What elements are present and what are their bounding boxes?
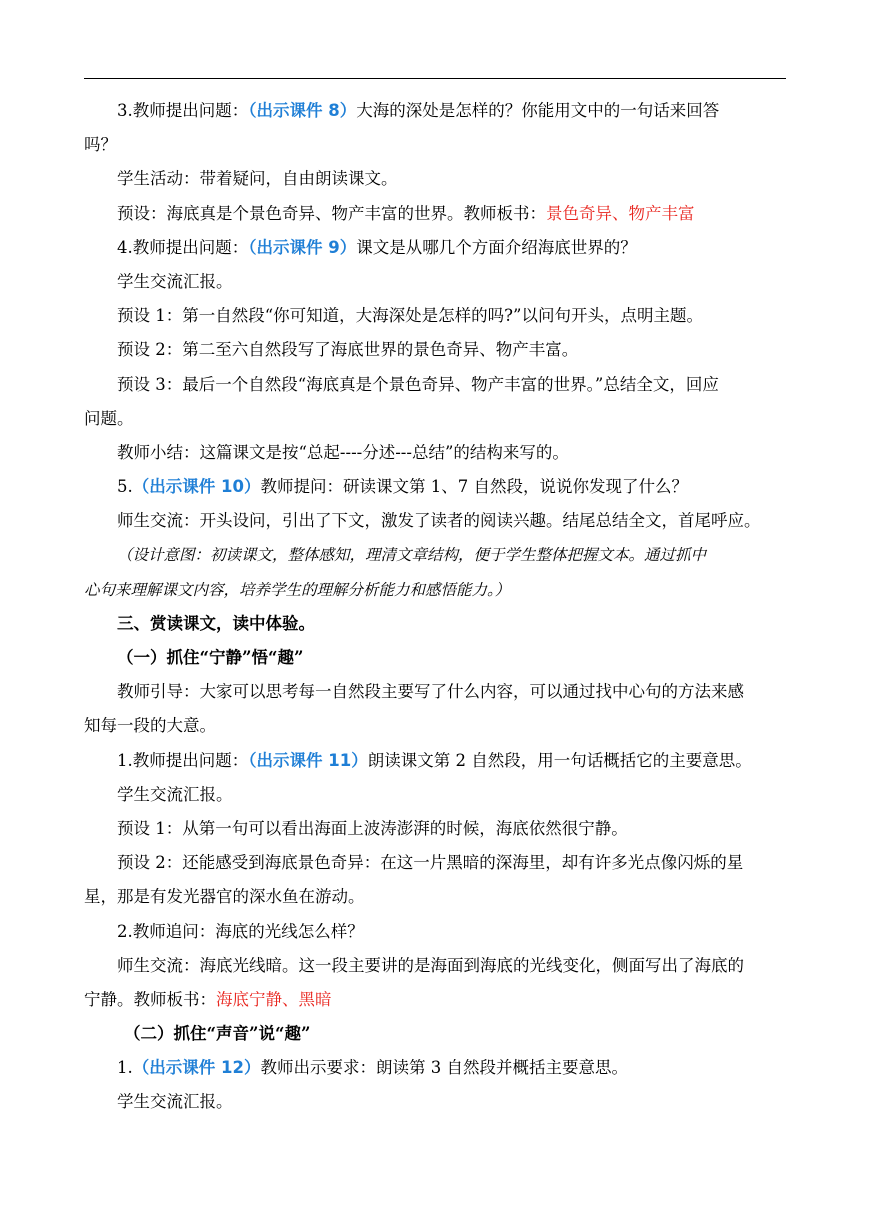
paragraph-line: 学生交流汇报。 [117,784,233,804]
document-body [84,94,786,1120]
paragraph-line: 教师小结：这篇课文是按“总起----分述---总结”的结构来写的。 [117,442,569,462]
paragraph-line: 预设 1：第一自然段“你可知道，大海深处是怎样的吗?”以问句开头，点明主题。 [117,306,703,326]
paragraph-line: 宁静。教师板书：海底宁静、黑暗 [84,989,332,1009]
courseware-ref: （出示课件 8） [248,101,357,120]
paragraph-line: 预设：海底真是个景色奇异、物产丰富的世界。教师板书：景色奇异、物产丰富 [117,203,695,223]
courseware-ref: （出示课件 9） [248,237,357,257]
paragraph-line: 教师引导：大家可以思考每一自然段主要写了什么内容，可以通过找中心句的方法来感 [117,682,744,702]
paragraph-line: 3.教师提出问题：（出示课件 8）大海的深处是怎样的？你能用文中的一句话来回答 [117,101,720,120]
board-writing: 景色奇异、物产丰富 [546,203,695,223]
paragraph-line: 学生活动：带着疑问，自由朗读课文。 [117,169,398,189]
paragraph-line: 预设 3：最后一个自然段“海底真是个景色奇异、物产丰富的世界。”总结全文，回应 [117,374,719,394]
header-rule [84,78,786,79]
subsection-heading: （一）抓住“宁静”悟“趣” [117,648,304,667]
board-writing: 海底宁静、黑暗 [216,989,332,1009]
paragraph-line: 1.（出示课件 12）教师出示要求：朗读第 3 自然段并概括主要意思。 [117,1058,628,1078]
paragraph-line: 1.教师提出问题：（出示课件 11）朗读课文第 2 自然段，用一句话概括它的主要意思。 [117,750,752,770]
paragraph-line: 学生交流汇报。 [117,1092,233,1112]
courseware-ref: （出示课件 10） [132,477,261,497]
courseware-ref: （出示课件 11） [248,750,368,770]
paragraph-line: 预设 2：还能感受到海底景色奇异：在这一片黑暗的深海里，却有许多光点像闪烁的星 [117,853,744,873]
courseware-ref: （出示课件 12） [132,1058,261,1078]
paragraph-line: 师生交流：开头设问，引出了下文，激发了读者的阅读兴趣。结尾总结全文，首尾呼应。 [117,511,761,531]
paragraph-line: 吗？ [84,135,117,155]
subsection-heading: （二）抓住“声音”说“趣” [124,1024,311,1044]
paragraph-line: 4.教师提出问题：（出示课件 9）课文是从哪几个方面介绍海底世界的？ [117,237,637,257]
section-heading: 三、赏读课文，读中体验。 [117,613,315,633]
paragraph-line: 预设 1：从第一句可以看出海面上波涛澎湃的时候，海底依然很宁静。 [117,818,628,838]
paragraph-line: 2.教师追问：海底的光线怎么样？ [117,921,364,941]
paragraph-line: 知每一段的大意。 [84,716,216,736]
paragraph-line: 预设 2：第二至六自然段写了海底世界的景色奇异、物产丰富。 [117,340,579,360]
paragraph-line: 师生交流：海底光线暗。这一段主要讲的是海面到海底的光线变化，侧面写出了海底的 [117,955,744,975]
paragraph-line: 问题。 [84,408,134,428]
paragraph-line: 学生交流汇报。 [117,271,233,291]
paragraph-line: 星，那是有发光器官的深水鱼在游动。 [84,887,365,907]
paragraph-line: 5.（出示课件 10）教师提问：研读课文第 1、7 自然段，说说你发现了什么？ [117,477,688,497]
design-intent-line: （设计意图：初读课文，整体感知，理清文章结构，便于学生整体把握文本。通过抓中 [117,546,707,565]
design-intent-line: 心句来理解课文内容，培养学生的理解分析能力和感悟能力。） [84,580,511,599]
